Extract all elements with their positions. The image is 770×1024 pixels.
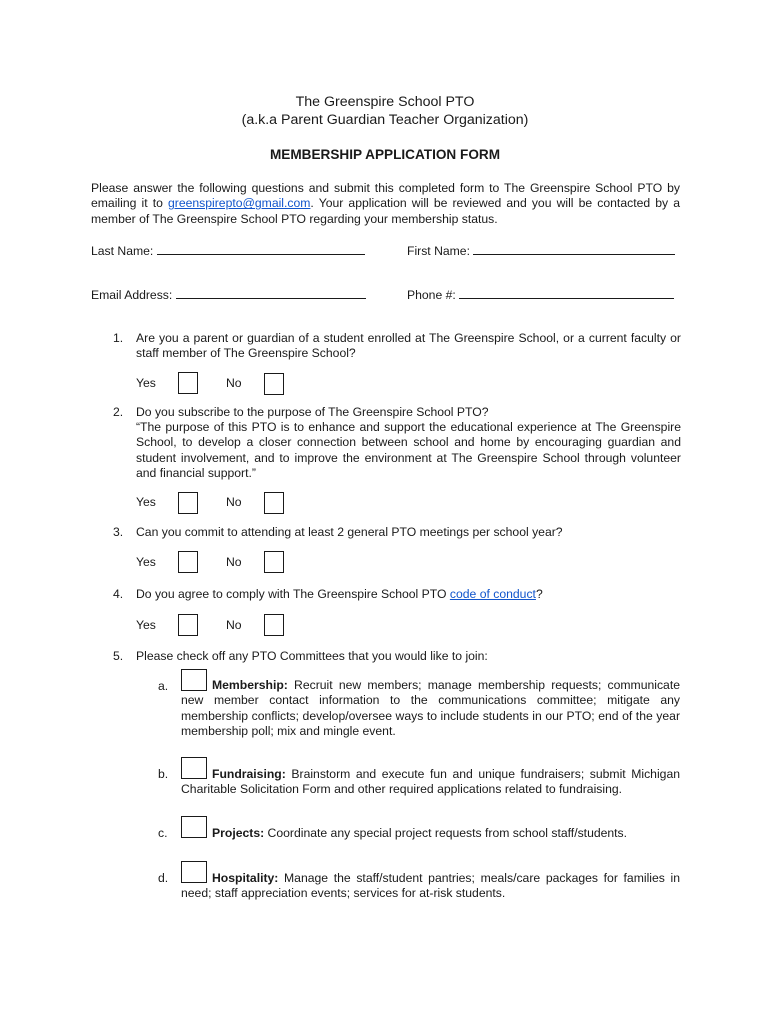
- q4-no-checkbox[interactable]: [264, 614, 284, 636]
- q1-no-checkbox[interactable]: [264, 373, 284, 395]
- q1-yes-label: Yes: [136, 376, 156, 390]
- committee-description: Brainstorm and execute fun and unique fundraisers; submit Michigan Charitable Solicitation Form and other required applications related to fundraising.: [181, 767, 680, 797]
- q2-no-label: No: [226, 495, 242, 509]
- q4-no-label: No: [226, 618, 242, 632]
- first-name-row: [407, 242, 675, 258]
- committee-name: Projects:: [212, 826, 265, 840]
- q3-yes-label: Yes: [136, 555, 156, 569]
- email-row: [91, 286, 366, 302]
- pto-purpose-quote: “The purpose of this PTO is to enhance and support the educational experience at The Greenspire School, to develop a closer connection between school and home by encouraging guardian and student involvement, and to improve the environment at The Greenspire School through volunteer and financial support.”: [136, 420, 681, 480]
- question-number: 2.: [113, 405, 124, 419]
- question-3-text: Can you commit to attending at least 2 general PTO meetings per school year?: [136, 525, 563, 539]
- q3-no-label: No: [226, 555, 242, 569]
- q1-no-label: No: [226, 376, 242, 390]
- question-number: 5.: [113, 649, 124, 663]
- committee-description: Recruit new members; manage membership requests; communicate new member contact information to the communications committee; mitigate any membership conflicts; develop/oversee ways to include students in our PTO; end of the year membership poll; mix and mingle event.: [181, 678, 680, 738]
- committee-membership: [181, 678, 680, 739]
- committee-hospitality: [181, 871, 680, 902]
- last-name-field[interactable]: [157, 242, 365, 255]
- q3-no-checkbox[interactable]: [264, 551, 284, 573]
- question-2-text: Do you subscribe to the purpose of The Greenspire School PTO?: [136, 405, 489, 419]
- intro-text-end: . Your application will be reviewed and you will be contacted by a member of The Greenspire School PTO regarding your membership status.: [91, 196, 680, 226]
- committee-name: Fundraising:: [212, 767, 286, 781]
- phone-field[interactable]: [459, 286, 674, 299]
- committee-name: Membership:: [212, 678, 288, 692]
- question-number: 3.: [113, 525, 124, 539]
- question-4-text: [136, 587, 543, 601]
- form-title: MEMBERSHIP APPLICATION FORM: [269, 147, 501, 162]
- committee-name: Hospitality:: [212, 871, 279, 885]
- email-link[interactable]: greenspirepto@gmail.com: [167, 196, 311, 211]
- committee-projects: [212, 826, 627, 840]
- org-title: The Greenspire School PTO: [295, 94, 475, 110]
- q1-yes-checkbox[interactable]: [178, 372, 198, 394]
- q4-yes-label: Yes: [136, 618, 156, 632]
- first-name-field[interactable]: [473, 242, 675, 255]
- committee-description: Coordinate any special project requests from school staff/students.: [267, 826, 628, 840]
- committee-description: Manage the staff/student pantries; meals/care packages for families in need; staff appreciation events; services for at-risk students.: [181, 871, 681, 901]
- question-4-text-end: ?: [535, 587, 543, 601]
- q4-yes-checkbox[interactable]: [178, 614, 198, 636]
- committee-letter: c.: [158, 826, 168, 840]
- q2-yes-checkbox[interactable]: [178, 492, 198, 514]
- email-label: Email Address:: [91, 288, 173, 302]
- q2-no-checkbox[interactable]: [264, 492, 284, 514]
- committee-letter: b.: [158, 767, 169, 781]
- q3-yes-checkbox[interactable]: [178, 551, 198, 573]
- question-number: 1.: [113, 331, 124, 345]
- committee-letter: a.: [158, 679, 169, 693]
- question-number: 4.: [113, 587, 124, 601]
- intro-paragraph: [91, 181, 680, 227]
- first-name-label: First Name:: [407, 244, 470, 258]
- q2-yes-label: Yes: [136, 495, 156, 509]
- question-1-text: Are you a parent or guardian of a student enrolled at The Greenspire School, or a current faculty or staff member of The Greenspire School?: [136, 331, 681, 361]
- email-field[interactable]: [176, 286, 366, 299]
- question-5-text: Please check off any PTO Committees that you would like to join:: [136, 649, 488, 663]
- last-name-row: [91, 242, 365, 258]
- code-of-conduct-link[interactable]: code of conduct: [449, 587, 536, 601]
- committee-fundraising: [181, 767, 680, 798]
- phone-row: [407, 286, 674, 302]
- question-4-text-start: Do you agree to comply with The Greenspire School PTO: [136, 587, 450, 601]
- org-subtitle: (a.k.a Parent Guardian Teacher Organization): [241, 112, 529, 128]
- intro-text-start: Please answer the following questions and submit this completed form to The Greenspire School PTO by emailing it to: [91, 181, 680, 211]
- last-name-label: Last Name:: [91, 244, 154, 258]
- projects-checkbox[interactable]: [181, 816, 207, 838]
- committee-letter: d.: [158, 871, 169, 885]
- phone-label: Phone #:: [407, 288, 456, 302]
